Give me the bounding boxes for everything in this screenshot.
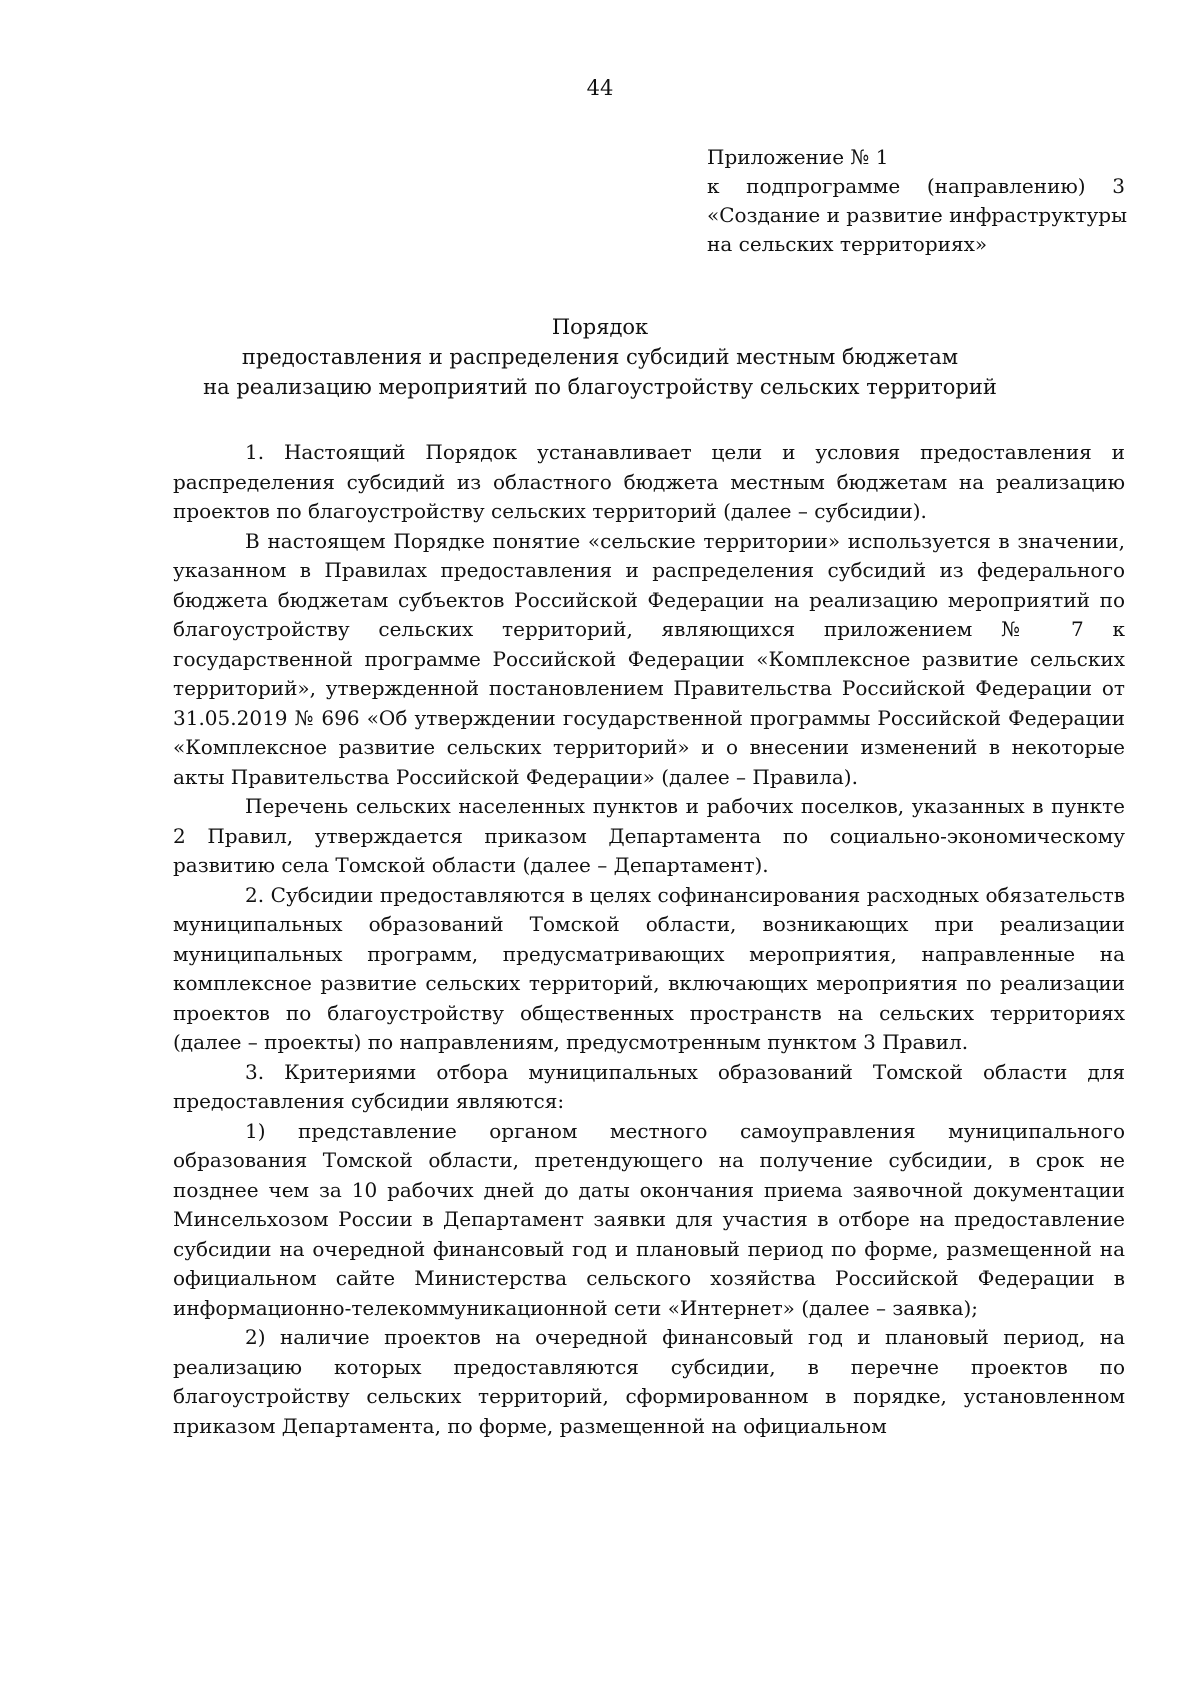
- title-line-2: предоставления и распределения субсидий местным бюджетам: [241, 345, 959, 369]
- paragraph-1: 1. Настоящий Порядок устанавливает цели и условия предоставления и распределения субсидий из областного бюджета местным бюджетам на реализацию проектов по благоустройству сельских территорий (далее – субсидии).: [173, 440, 1125, 523]
- title-line-3: на реализацию мероприятий по благоустройству сельских территорий: [203, 375, 997, 399]
- title-line-1: Порядок: [551, 315, 649, 339]
- appendix-line-4: на сельских территориях»: [707, 232, 988, 256]
- paragraph-3: Перечень сельских населенных пунктов и рабочих поселков, указанных в пункте 2 Правил, утверждается приказом Департамента по социально-экономическому развитию села Томской области (далее – Департамент).: [173, 794, 1125, 877]
- paragraph-4: 2. Субсидии предоставляются в целях софинансирования расходных обязательств муниципальных образований Томской области, возникающих при реализации муниципальных программ, предусматривающих мероприятия, направленные на комплексное развитие сельских территорий, включающих мероприятия по реализации проектов по благоустройству общественных пространств на сельских территориях (далее – проекты) по направлениям, предусмотренным пунктом 3 Правил.: [173, 882, 1125, 1054]
- document-title: [0, 312, 1200, 402]
- paragraph-5: 3. Критериями отбора муниципальных образований Томской области для предоставления субсидии являются:: [173, 1059, 1125, 1113]
- appendix-header: [707, 143, 1128, 259]
- paragraph-2: В настоящем Порядке понятие «сельские территории» используется в значении, указанном в Правилах предоставления и распределения субсидий из федерального бюджета бюджетам субъектов Российской Федерации на реализацию мероприятий по благоустройству сельских территорий, являющихся приложением № 7 к государственной программе Российской Федерации «Комплексное развитие сельских территорий», утвержденной постановлением Правительства Российской Федерации от 31.05.2019 № 696 «Об утверждении государственной программы Российской Федерации «Комплексное развитие сельских территорий» и о внесении изменений в некоторые акты Правительства Российской Федерации» (далее – Правила).: [173, 528, 1125, 789]
- appendix-line-1: Приложение № 1: [707, 145, 889, 169]
- paragraph-6: 1) представление органом местного самоуправления муниципального образования Томской области, претендующего на получение субсидии, в срок не позднее чем за 10 рабочих дней до даты окончания приема заявочной документации Минсельхозом России в Департамент заявки для участия в отборе на предоставление субсидии на очередной финансовый год и плановый период по форме, размещенной на официальном сайте Министерства сельского хозяйства Российской Федерации в информационно-телекоммуникационной сети «Интернет» (далее – заявка);: [173, 1118, 1125, 1320]
- paragraph-7: 2) наличие проектов на очередной финансовый год и плановый период, на реализацию которых предоставляются субсидии, в перечне проектов по благоустройству сельских территорий, сформированном в порядке, установленном приказом Департамента, по форме, размещенной на официальном: [173, 1325, 1125, 1438]
- appendix-line-2: к подпрограмме (направлению) 3: [707, 174, 1125, 198]
- document-body: [173, 438, 1125, 1441]
- page-number: 44: [586, 76, 614, 100]
- appendix-line-3: «Создание и развитие инфраструктуры: [707, 203, 1128, 227]
